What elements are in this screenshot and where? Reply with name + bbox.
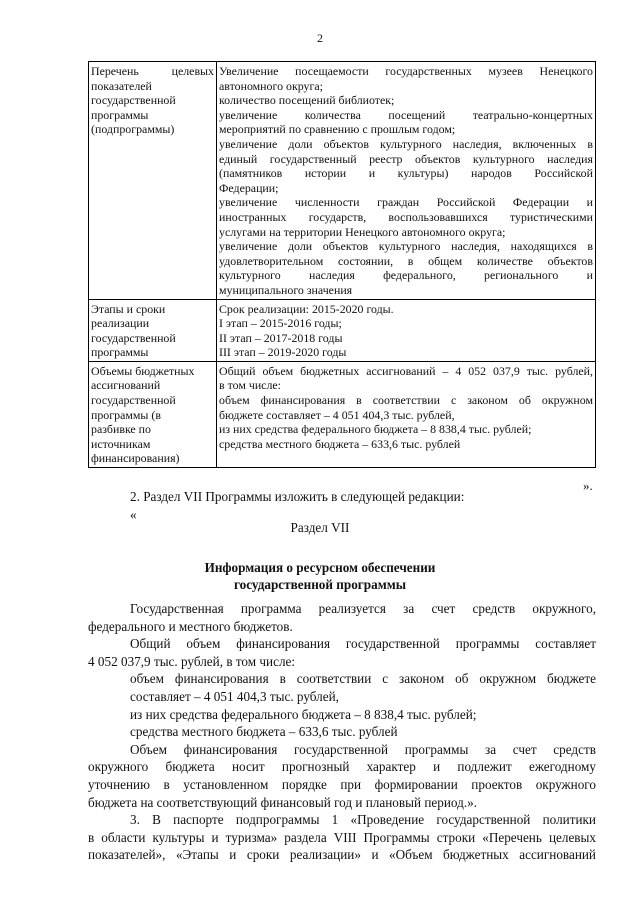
content-line: удовлетворительном состоянии, в общем количестве объектов bbox=[219, 253, 593, 268]
paragraph-line: составляет – 4 051 404,3 тыс. рублей, bbox=[130, 688, 339, 704]
content-line: автономного округа; bbox=[219, 78, 323, 93]
content-line: единый государственный реестр объектов культурного наследия bbox=[219, 151, 593, 166]
content-line: Увеличение посещаемости государственных музеев Ненецкого bbox=[219, 64, 593, 78]
label-line: реализации bbox=[91, 316, 150, 331]
content-line: в том числе: bbox=[219, 378, 281, 393]
opening-quote: « bbox=[130, 506, 137, 522]
content-line: иностранных государств, воспользовавшихся туристическими bbox=[219, 209, 593, 224]
label-line: программы bbox=[91, 345, 149, 360]
content-line: культурного наследия федерального, регионального и bbox=[219, 268, 593, 283]
content-line: средства местного бюджета – 633,6 тыс. рублей bbox=[219, 436, 461, 451]
table-row-stages bbox=[89, 299, 596, 361]
label-line: ассигнований bbox=[91, 378, 161, 393]
closing-quote: ». bbox=[583, 478, 593, 493]
paragraph-line: Общий объем финансирования государственной программы составляет bbox=[130, 636, 596, 652]
label-line: показателей bbox=[91, 78, 152, 93]
page-number: 2 bbox=[317, 31, 323, 45]
label-line: государственной bbox=[91, 393, 176, 408]
content-line: услугами на территории Ненецкого автономного округа; bbox=[219, 224, 506, 239]
label-line: Объемы бюджетных bbox=[91, 363, 195, 378]
paragraph-line: средства местного бюджета – 633,6 тыс. рублей bbox=[130, 724, 398, 740]
heading-line: государственной программы bbox=[234, 577, 406, 592]
content-line: Общий объем бюджетных ассигнований – 4 052 037,9 тыс. рублей, bbox=[219, 363, 593, 378]
label-line: (подпрограммы) bbox=[91, 122, 175, 137]
paragraph-line: Государственная программа реализуется за счет средств окружного, bbox=[130, 601, 596, 616]
paragraph-line: Объем финансирования государственной программы за счет средств bbox=[130, 741, 596, 757]
content-line: муниципального значения bbox=[219, 282, 353, 297]
paragraph-line: бюджета на соответствующий финансовый год и плановый период.». bbox=[88, 794, 478, 810]
row-content bbox=[217, 62, 596, 300]
table-row-indicators bbox=[89, 62, 596, 300]
paragraph-line: в области культуры и туризма» раздела VIII Программы строки «Перечень целевых bbox=[88, 829, 596, 845]
label-line: финансирования) bbox=[91, 451, 180, 466]
content-line: (памятников истории и культуры) народов Российской bbox=[219, 166, 593, 181]
content-line: II этап – 2017-2018 годы bbox=[219, 330, 343, 345]
paragraph-line: 4 052 037,9 тыс. рублей, в том числе: bbox=[88, 653, 296, 669]
paragraph-line: из них средства федерального бюджета – 8 838,4 тыс. рублей; bbox=[130, 706, 477, 722]
content-line: мероприятий по сравнению с прошлым годом; bbox=[219, 122, 456, 137]
section-title: Раздел VII bbox=[290, 520, 350, 535]
section-body bbox=[88, 600, 596, 864]
paragraph-line: показателей», «Этапы и сроки реализации» и «Объем бюджетных ассигнований bbox=[88, 847, 596, 863]
row-content bbox=[217, 299, 596, 361]
label-line: разбивке по bbox=[91, 422, 151, 437]
content-line: III этап – 2019-2020 годы bbox=[219, 345, 347, 360]
content-line: количество посещений библиотек; bbox=[219, 93, 395, 108]
section-heading bbox=[0, 559, 640, 593]
label-line: источникам bbox=[91, 436, 151, 451]
label-line: программы (в bbox=[91, 407, 161, 422]
label-line: программы bbox=[91, 107, 149, 122]
content-line: увеличение доли объектов культурного наследия, включенных в bbox=[219, 136, 593, 151]
content-line: увеличение доли объектов культурного наследия, находящихся в bbox=[219, 239, 593, 254]
paragraph-line: окружного бюджета носит прогнозный характер и подлежит ежегодному bbox=[88, 759, 596, 775]
label-line: Этапы и сроки bbox=[91, 301, 166, 316]
row-label bbox=[89, 361, 217, 467]
content-line: объем финансирования в соответствии с законом об окружном bbox=[219, 393, 593, 408]
label-line: Перечень целевых bbox=[91, 64, 214, 78]
heading-line: Информация о ресурсном обеспечении bbox=[204, 560, 436, 575]
content-line: I этап – 2015-2016 годы; bbox=[219, 316, 342, 331]
paragraph-line: 3. В паспорте подпрограммы 1 «Проведение государственной политики bbox=[130, 812, 596, 828]
content-line: бюджете составляет – 4 051 404,3 тыс. рублей, bbox=[219, 407, 455, 422]
item-2-text: 2. Раздел VII Программы изложить в следующей редакции: bbox=[130, 489, 465, 504]
content-line: Федерации; bbox=[219, 180, 279, 195]
table-row-funding bbox=[89, 361, 596, 467]
row-label bbox=[89, 62, 217, 300]
content-line: увеличение численности граждан Российской Федерации и bbox=[219, 195, 593, 210]
row-content bbox=[217, 361, 596, 467]
label-line: государственной bbox=[91, 330, 176, 345]
row-label bbox=[89, 299, 217, 361]
amendment-intro bbox=[88, 488, 596, 523]
passport-table bbox=[88, 61, 596, 468]
paragraph-line: уточнению в установленном порядке при формировании проектов окружного bbox=[88, 776, 596, 792]
paragraph-line: федерального и местного бюджетов. bbox=[88, 618, 293, 634]
content-line: Срок реализации: 2015-2020 годы. bbox=[219, 301, 394, 316]
content-line: из них средства федерального бюджета – 8 838,4 тыс. рублей; bbox=[219, 422, 532, 437]
paragraph-line: объем финансирования в соответствии с законом об окружном бюджете bbox=[130, 671, 596, 687]
label-line: государственной bbox=[91, 93, 176, 108]
content-line: увеличение количества посещений театрально-концертных bbox=[219, 107, 593, 122]
